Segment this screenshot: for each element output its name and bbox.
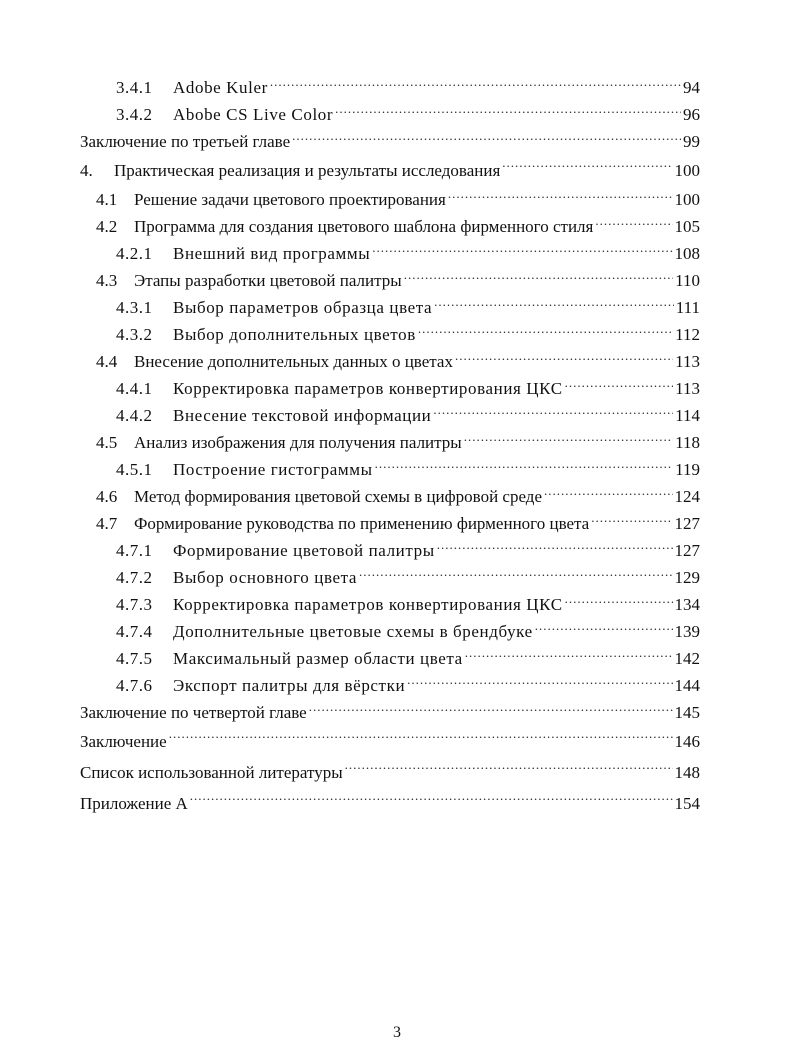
toc-entry-title: Заключение по четвертой главе <box>80 703 307 722</box>
toc-entry-title: Приложение А <box>80 794 188 813</box>
toc-leader-dots <box>407 674 672 691</box>
toc-entry[interactable] <box>80 456 700 483</box>
toc-entry[interactable] <box>80 618 700 645</box>
toc-leader-dots <box>565 593 673 610</box>
toc-entry[interactable] <box>80 564 700 591</box>
toc-entry-page: 99 <box>683 132 700 151</box>
toc-entry-page: 129 <box>674 568 700 587</box>
toc-entry-number: 4.7.5 <box>116 649 153 668</box>
toc-entry[interactable] <box>80 213 700 240</box>
toc-entry[interactable] <box>80 757 700 788</box>
toc-entry-page: 134 <box>674 595 700 614</box>
toc-entry-title: Выбор параметров образца цвета <box>173 298 433 317</box>
toc-entry[interactable] <box>80 321 700 348</box>
toc-entry[interactable] <box>80 510 700 537</box>
toc-entry-title: Заключение по третьей главе <box>80 132 291 151</box>
toc-leader-dots <box>270 76 681 93</box>
toc-entry-title: Формирование цветовой палитры <box>173 541 435 560</box>
toc-entry-number: 4.3.1 <box>116 298 153 317</box>
toc-entry-page: 113 <box>675 352 700 371</box>
toc-entry[interactable] <box>80 267 700 294</box>
toc-entry[interactable] <box>80 537 700 564</box>
toc-leader-dots <box>591 512 672 529</box>
toc-entry[interactable] <box>80 348 700 375</box>
toc-entry-number: 4.5 <box>96 433 118 452</box>
toc-entry[interactable] <box>80 699 700 726</box>
toc-entry-title: Корректировка параметров конвертирования ЦКС <box>173 379 563 398</box>
toc-entry-title: Дополнительные цветовые схемы в брендбуке <box>173 622 533 641</box>
toc-entry-page: 144 <box>674 676 700 695</box>
toc-entry-number: 4.2 <box>96 217 118 236</box>
toc-entry[interactable] <box>80 240 700 267</box>
toc-entry-title: Внешний вид программы <box>173 244 371 263</box>
toc-entry-title: Заключение <box>80 732 167 751</box>
toc-entry[interactable] <box>80 101 700 128</box>
toc-entry-title: Максимальный размер области цвета <box>173 649 463 668</box>
toc-entry[interactable] <box>80 591 700 618</box>
toc-entry-page: 119 <box>675 460 700 479</box>
toc-entry[interactable] <box>80 483 700 510</box>
toc-entry-number: 4.7.1 <box>116 541 153 560</box>
toc-entry-title: Метод формирования цветовой схемы в цифровой среде <box>134 487 542 506</box>
toc-entry-page: 96 <box>683 105 700 124</box>
toc-entry-title: Корректировка параметров конвертирования ЦКС <box>173 595 563 614</box>
toc-entry[interactable] <box>80 788 700 819</box>
toc-entry-page: 127 <box>674 541 700 560</box>
toc-leader-dots <box>345 761 673 778</box>
toc-entry-title: Формирование руководства по применению фирменного цвета <box>134 514 590 533</box>
toc-entry-page: 146 <box>674 732 700 751</box>
toc-entry[interactable] <box>80 186 700 213</box>
toc-leader-dots <box>433 404 673 421</box>
toc-leader-dots <box>335 103 681 120</box>
toc-entry[interactable] <box>80 375 700 402</box>
toc-entry-number: 4.5.1 <box>116 460 153 479</box>
toc-entry-title: Программа для создания цветового шаблона фирменного стиля <box>134 217 594 236</box>
toc-entry-number: 4.6 <box>96 487 118 506</box>
toc-entry-number: 4.1 <box>96 190 118 209</box>
toc-entry-page: 113 <box>675 379 700 398</box>
toc-entry-title: Выбор дополнительных цветов <box>173 325 416 344</box>
toc-entry-number: 4.7.6 <box>116 676 153 695</box>
toc-leader-dots <box>309 701 673 718</box>
toc-entry-number: 4.2.1 <box>116 244 153 263</box>
toc-entry[interactable] <box>80 672 700 699</box>
toc-entry-number: 3.4.1 <box>116 78 153 97</box>
page-number: 3 <box>393 1024 401 1041</box>
toc-entry-number: 4.7.2 <box>116 568 153 587</box>
toc-entry-title: Список использованной литературы <box>80 763 343 782</box>
toc-entry-number: 4.4 <box>96 352 118 371</box>
toc-entry-page: 114 <box>675 406 700 425</box>
toc-leader-dots <box>404 269 673 286</box>
toc-leader-dots <box>437 539 673 556</box>
toc-leader-dots <box>434 296 674 313</box>
toc-entry-page: 154 <box>674 794 700 813</box>
toc-leader-dots <box>418 323 673 340</box>
toc-entry-page: 118 <box>675 433 700 452</box>
toc-entry-number: 4.3 <box>96 271 118 290</box>
toc-entry-page: 139 <box>674 622 700 641</box>
toc-entry-title: Экспорт палитры для вёрстки <box>173 676 406 695</box>
toc-entry-number: 4.7.4 <box>116 622 153 641</box>
toc-entry-title: Решение задачи цветового проектирования <box>134 190 446 209</box>
toc-entry-chapter[interactable] <box>80 155 700 186</box>
toc-entry-number: 4.4.1 <box>116 379 153 398</box>
toc-entry[interactable] <box>80 645 700 672</box>
toc-entry-page: 124 <box>674 487 700 506</box>
toc-entry-number: 4. <box>80 161 93 180</box>
toc-entry[interactable] <box>80 726 700 757</box>
toc-entry-page: 100 <box>674 161 700 180</box>
toc-entry-number: 4.3.2 <box>116 325 153 344</box>
toc-entry-page: 112 <box>675 325 700 344</box>
toc-entry-title: Внесение дополнительных данных о цветах <box>134 352 453 371</box>
toc-entry[interactable] <box>80 74 700 101</box>
toc-entry-page: 127 <box>674 514 700 533</box>
toc-entry-page: 111 <box>675 298 700 317</box>
toc-leader-dots <box>464 431 673 448</box>
toc-leader-dots <box>190 792 673 809</box>
toc-entry-title: Построение гистограммы <box>173 460 373 479</box>
toc-leader-dots <box>465 647 673 664</box>
toc-entry-page: 145 <box>674 703 700 722</box>
toc-leader-dots <box>292 130 681 147</box>
toc-entry-page: 148 <box>674 763 700 782</box>
toc-entry-title: Внесение текстовой информации <box>173 406 432 425</box>
toc-entry-page: 110 <box>675 271 700 290</box>
toc-leader-dots <box>372 242 672 259</box>
table-of-contents <box>80 74 700 819</box>
toc-entry-page: 108 <box>674 244 700 263</box>
toc-entry-title: Выбор основного цвета <box>173 568 358 587</box>
toc-entry-number: 4.7.3 <box>116 595 153 614</box>
toc-entry-title: Abobe CS Live Color <box>173 105 334 124</box>
toc-leader-dots <box>375 458 674 475</box>
toc-entry-title: Этапы разработки цветовой палитры <box>134 271 402 290</box>
toc-leader-dots <box>544 485 673 502</box>
toc-leader-dots <box>595 215 672 232</box>
toc-entry-page: 100 <box>674 190 700 209</box>
toc-leader-dots <box>502 159 672 176</box>
toc-entry-title: Adobe Kuler <box>173 78 268 97</box>
toc-leader-dots <box>535 620 673 637</box>
toc-leader-dots <box>565 377 673 394</box>
toc-leader-dots <box>448 188 673 205</box>
toc-entry-title: Практическая реализация и результаты исследования <box>114 161 501 180</box>
toc-entry-number: 4.4.2 <box>116 406 153 425</box>
toc-entry-page: 94 <box>683 78 700 97</box>
toc-entry-number: 3.4.2 <box>116 105 153 124</box>
toc-entry-page: 142 <box>674 649 700 668</box>
toc-entry-title: Анализ изображения для получения палитры <box>134 433 462 452</box>
toc-leader-dots <box>169 730 673 747</box>
toc-entry-number: 4.7 <box>96 514 118 533</box>
toc-entry-page: 105 <box>674 217 700 236</box>
toc-entry[interactable] <box>80 294 700 321</box>
toc-entry[interactable] <box>80 128 700 155</box>
toc-leader-dots <box>359 566 672 583</box>
toc-entry[interactable] <box>80 429 700 456</box>
toc-entry[interactable] <box>80 402 700 429</box>
toc-leader-dots <box>455 350 673 367</box>
